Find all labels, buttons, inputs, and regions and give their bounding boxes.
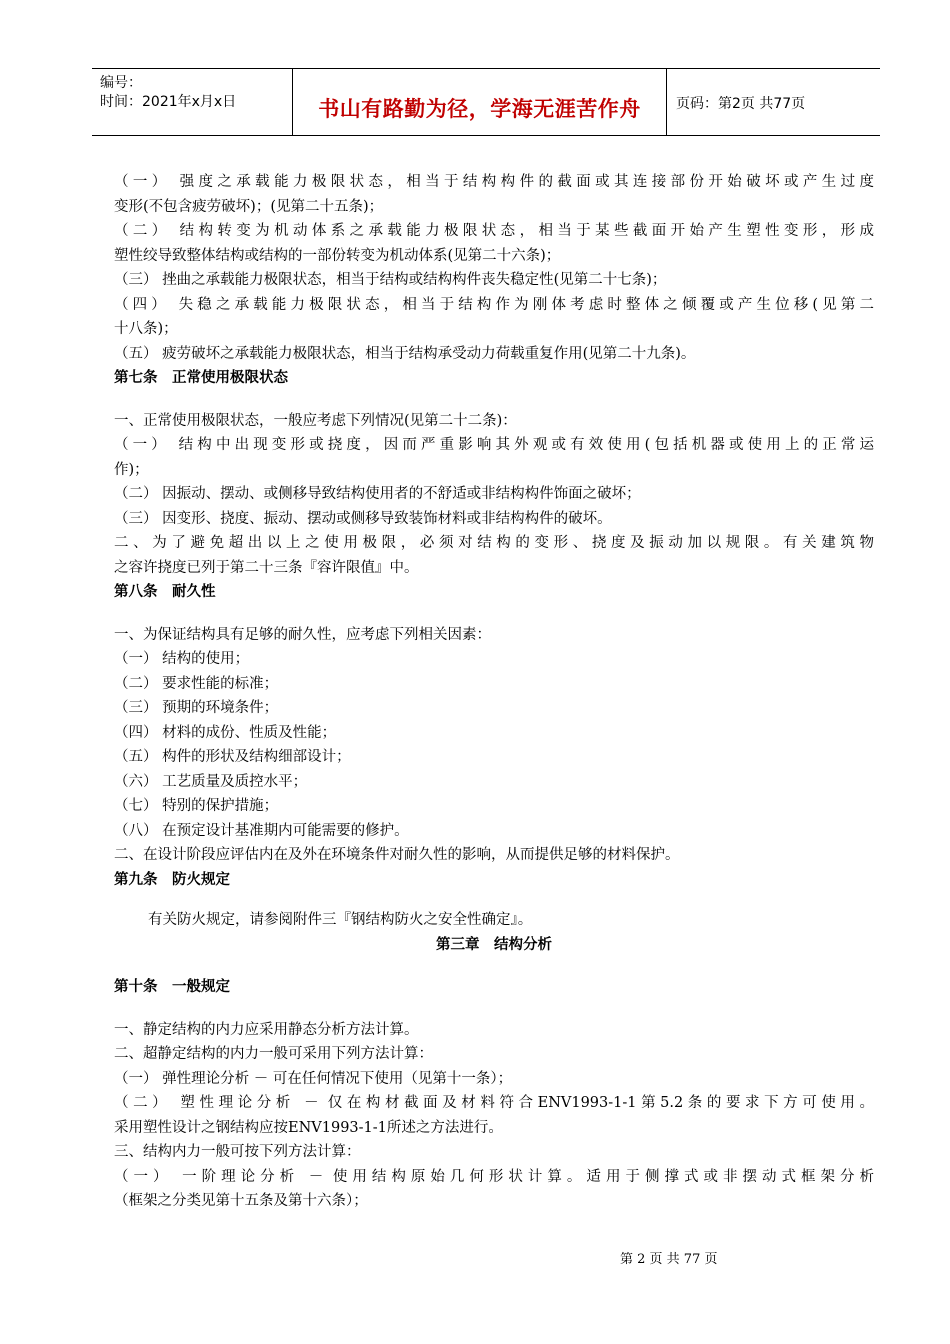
header-page-cell bbox=[666, 69, 880, 135]
paragraph-line: 有关防火规定，请参阅附件三『钢结构防火之安全性确定』。 bbox=[148, 912, 533, 928]
list-item: （七） 特别的保护措施； bbox=[114, 798, 279, 814]
section-heading: 第七条 正常使用极限状态 bbox=[114, 369, 288, 386]
page-header bbox=[92, 68, 880, 136]
page-footer: 第 2 页 共 77 页 bbox=[620, 1252, 718, 1267]
paragraph-line: 一、静定结构的内力应采用静态分析方法计算。 bbox=[114, 1021, 419, 1038]
time-label: 时间：2021年x月x日 bbox=[100, 94, 237, 110]
paragraph-line: 之容许挠度已列于第二十三条『容许限值』中。 bbox=[114, 559, 419, 576]
paragraph-line: 三、结构内力一般可按下列方法计算： bbox=[114, 1144, 361, 1160]
paragraph-line: （一） 强度之承载能力极限状态，相当于结构构件的截面或其连接部份开始破坏或产生过度 bbox=[114, 174, 874, 190]
header-slogan-cell bbox=[292, 69, 667, 135]
slogan: 书山有路勤为径，学海无涯苦作舟 bbox=[318, 97, 641, 121]
paragraph-line: 一、正常使用极限状态，一般应考虑下列情况(见第二十二条)： bbox=[114, 412, 517, 429]
paragraph-line: 二、为了避免超出以上之使用极限，必须对结构的变形、挠度及振动加以规限。有关建筑物 bbox=[114, 535, 874, 551]
list-item: （一） 结构的使用； bbox=[114, 651, 250, 667]
paragraph-line: （四） 失稳之承载能力极限状态，相当于结构作为刚体考虑时整体之倾覆或产生位移(见第二 bbox=[114, 296, 874, 313]
paragraph-line: （三） 挫曲之承载能力极限状态，相当于结构或结构构件丧失稳定性(见第二十七条)； bbox=[114, 272, 667, 288]
document-body bbox=[114, 170, 874, 1214]
paragraph-line: （框架之分类见第十五条及第十六条）； bbox=[114, 1193, 368, 1209]
paragraph-line: 变形(不包含疲劳破坏)；(见第二十五条)； bbox=[114, 198, 384, 215]
list-item: （八） 在预定设计基准期内可能需要的修护。 bbox=[114, 822, 409, 839]
list-item: （三） 预期的环境条件； bbox=[114, 700, 279, 716]
list-item: （六） 工艺质量及质控水平； bbox=[114, 773, 308, 790]
paragraph-line: 一、为保证结构具有足够的耐久性，应考虑下列相关因素： bbox=[114, 626, 491, 643]
paragraph-line: （五） 疲劳破坏之承载能力极限状态，相当于结构承受动力荷载重复作用(见第二十九条)。 bbox=[114, 345, 696, 362]
paragraph-line: 作)； bbox=[114, 461, 149, 478]
list-item: （二） 要求性能的标准； bbox=[114, 675, 279, 692]
paragraph-line: 二、超静定结构的内力一般可采用下列方法计算： bbox=[114, 1046, 433, 1062]
paragraph-line: （二） 塑性理论分析 － 仅在构材截面及材料符合ENV1993-1-1第5.2条的要求下方可使用。 bbox=[114, 1095, 874, 1111]
paragraph-line: 采用塑性设计之钢结构应按ENV1993-1-1所述之方法进行。 bbox=[114, 1119, 503, 1136]
paragraph-line: （一） 一阶理论分析 － 使用结构原始几何形状计算。适用于侧撑式或非摆动式框架分析 bbox=[114, 1168, 874, 1185]
paragraph-line: （一） 弹性理论分析 － 可在任何情况下使用（见第十一条）； bbox=[114, 1070, 513, 1087]
section-heading: 第十条 一般规定 bbox=[114, 978, 230, 995]
paragraph-line: 塑性绞导致整体结构或结构的一部份转变为机动体系(见第二十六条)； bbox=[114, 247, 561, 264]
chapter-heading: 第三章 结构分析 bbox=[436, 935, 552, 953]
section-heading: 第八条 耐久性 bbox=[114, 583, 216, 600]
list-item: （四） 材料的成份、性质及性能； bbox=[114, 724, 337, 741]
section-heading: 第九条 防火规定 bbox=[114, 870, 230, 888]
paragraph-line: （二） 因振动、摆动、或侧移导致结构使用者的不舒适或非结构构件饰面之破坏； bbox=[114, 486, 641, 502]
header-meta bbox=[92, 69, 292, 135]
page-info: 页码：第2页 共77页 bbox=[676, 96, 806, 112]
paragraph-line: 二、在设计阶段应评估内在及外在环境条件对耐久性的影响，从而提供足够的材料保护。 bbox=[114, 847, 680, 863]
number-label: 编号： bbox=[100, 75, 142, 91]
paragraph-line: （二） 结构转变为机动体系之承载能力极限状态，相当于某些截面开始产生塑性变形，形成 bbox=[114, 223, 874, 239]
paragraph-line: （一） 结构中出现变形或挠度，因而严重影响其外观或有效使用(包括机器或使用上的正常运 bbox=[114, 437, 874, 453]
list-item: （五） 构件的形状及结构细部设计； bbox=[114, 749, 351, 765]
paragraph-line: （三） 因变形、挠度、振动、摆动或侧移导致装饰材料或非结构构件的破坏。 bbox=[114, 510, 612, 527]
paragraph-line: 十八条)； bbox=[114, 321, 178, 337]
